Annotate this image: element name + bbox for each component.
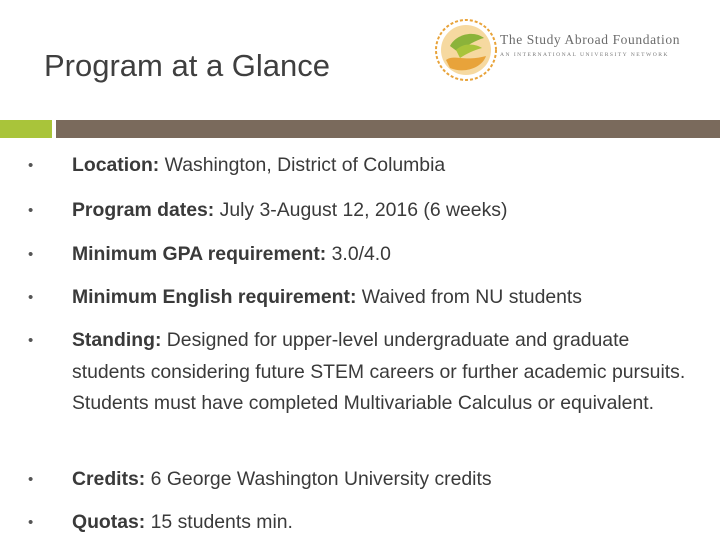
bullet-icon: • — [28, 157, 34, 174]
bullet-icon: • — [28, 514, 34, 531]
title-accent-bar — [0, 120, 52, 138]
item-value: Designed for upper-level undergraduate and graduate students considering future STEM careers or further academic pursuits. Students must have completed Multivariable Calculus or equivalent. — [72, 329, 686, 414]
item-label: Quotas: — [72, 511, 146, 533]
item-value: July 3-August 12, 2016 (6 weeks) — [214, 199, 508, 221]
logo-tagline: AN INTERNATIONAL UNIVERSITY NETWORK — [500, 52, 669, 58]
item-value: 15 students min. — [145, 511, 293, 533]
bullet-icon: • — [28, 289, 34, 306]
item-value: 6 George Washington University credits — [145, 468, 492, 490]
title-divider-bar — [56, 120, 720, 138]
bullet-icon: • — [28, 332, 34, 349]
logo-emblem-icon — [434, 16, 500, 86]
item-label: Program dates: — [72, 199, 215, 221]
bullet-icon: • — [28, 246, 34, 263]
item-label: Standing: — [72, 329, 162, 351]
item-value: Washington, District of Columbia — [159, 154, 446, 176]
bullet-icon: • — [28, 471, 34, 488]
bullet-icon: • — [28, 202, 34, 219]
item-label: Minimum English requirement: — [72, 286, 357, 308]
item-label: Minimum GPA requirement: — [72, 243, 327, 265]
item-label: Credits: — [72, 468, 146, 490]
slide-title: Program at a Glance — [44, 48, 331, 83]
item-value: 3.0/4.0 — [326, 243, 391, 265]
item-value: Waived from NU students — [356, 286, 582, 308]
logo-name: The Study Abroad Foundation — [500, 32, 681, 47]
item-label: Location: — [72, 154, 160, 176]
study-abroad-foundation-logo — [434, 14, 714, 90]
